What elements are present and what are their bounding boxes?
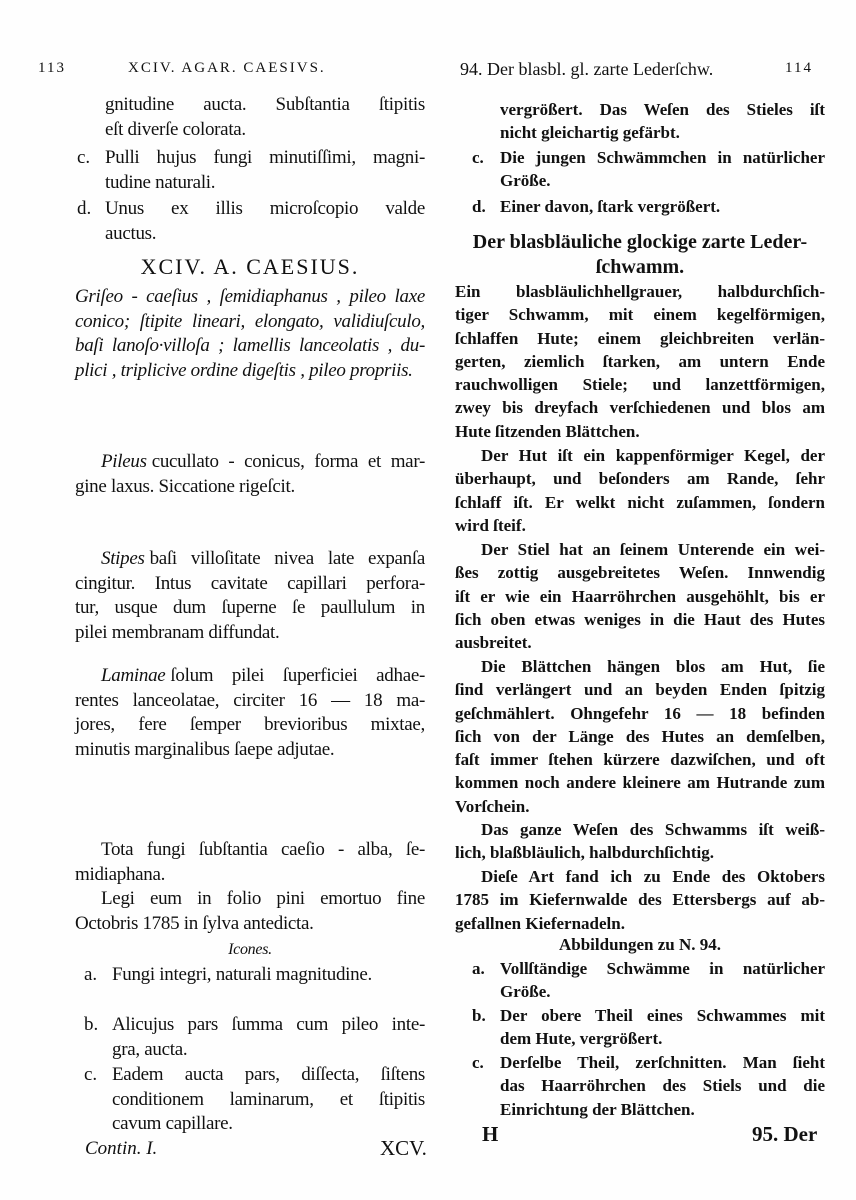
right-stiel-paragraph: [455, 538, 825, 654]
text-line: pilei membranam diffundat.: [75, 621, 280, 643]
right-species-heading-line: ſchwamm.: [595, 256, 685, 278]
text-line: tudine naturali.: [105, 171, 216, 193]
left-icon-item-b: [84, 1013, 425, 1062]
text-line: Legi eum in folio pini emortuo fine: [101, 888, 425, 909]
text-line: minutis marginalibus ſaepe adjutae.: [75, 738, 335, 760]
text-line: ſchlaffen Hute; einem gleichbreiten verlän-: [455, 328, 825, 348]
text-line: zwey bis dreyfach verſchiedenen und blos am: [455, 398, 825, 418]
text-line: ſich oben etwas weniges in die Haut des Hutes: [455, 609, 825, 629]
text-line: Die Blättchen hängen blos am Hut, ſie: [481, 657, 825, 676]
text-line: faſt immer ſtehen kürzere dazwiſchen, und oft: [455, 750, 825, 770]
left-prev-item-d: [77, 197, 425, 246]
text-line: Hute ſitzenden Blättchen.: [455, 421, 640, 441]
left-catchword: XCV.: [380, 1136, 427, 1160]
text-line: [75, 664, 425, 689]
text-line: ausbreitet.: [455, 633, 532, 653]
text-line: Der obere Theil eines Schwammes mit: [500, 1006, 825, 1025]
text-line: Einer davon, ſtark vergrößert.: [500, 197, 721, 216]
text-line: Das ganze Weſen des Schwamms iſt weiß-: [481, 820, 825, 839]
text-line: Eadem aucta pars, diſſecta, ſiſtens: [112, 1064, 425, 1085]
text-line: wird ſteif.: [455, 515, 526, 535]
right-diagnosis: [455, 280, 825, 443]
item-letter: c.: [472, 1053, 484, 1072]
text-line: vergrößert. Das Weſen des Stieles iſt: [500, 100, 825, 119]
text-line: 1785 im Kiefernwalde des Ettersbergs auf ab-: [455, 890, 825, 910]
left-diagnosis: [75, 285, 425, 383]
left-laminae-paragraph: [75, 664, 425, 762]
text-line: Der Stiel hat an ſeinem Unterende ein wei-: [481, 540, 825, 559]
item-letter: d.: [77, 198, 92, 219]
paragraph-term: Laminae: [101, 665, 166, 686]
left-running-head: XCIV. AGAR. CAESIVS.: [128, 60, 326, 76]
text-line: [75, 450, 425, 475]
text-line: Octobris 1785 in ſylva antedicta.: [75, 912, 314, 934]
text-line: überhaupt, und beſonders am Rande, ſehr: [455, 469, 825, 489]
text-line: Alicujus pars ſumma cum pileo inte-: [112, 1014, 425, 1035]
text-line: Vollſtändige Schwämme in natürlicher: [500, 959, 825, 978]
text-line: Größe.: [500, 982, 551, 1002]
text-line: dem Hute, vergrößert.: [500, 1029, 663, 1049]
right-prev-item-c: [472, 146, 825, 193]
line-text: ſolum pilei ſuperficiei adhae-: [170, 665, 425, 686]
text-line: eſt diverſe colorata.: [105, 118, 246, 140]
text-line: Tota fungi ſubſtantia caeſio - alba, ſe-: [101, 839, 425, 860]
right-wesen-paragraph: [455, 818, 825, 865]
left-page-number: 113: [38, 60, 66, 76]
left-continuation: [105, 93, 425, 142]
text-line: Vorſchein.: [455, 796, 530, 816]
item-letter: d.: [472, 197, 486, 216]
text-line: jores, fere ſemper brevioribus mixtae,: [75, 714, 425, 735]
item-letter: c.: [84, 1064, 98, 1085]
text-line: Dieſe Art fand ich zu Ende des Oktobers: [481, 867, 825, 886]
text-line: Derſelbe Theil, zerſchnitten. Man ſieht: [500, 1053, 825, 1072]
text-line: ſich von der Länge des Hutes an demſelben,: [455, 726, 825, 746]
text-line: geſchmählert. Ohngefehr 16 — 18 befinden: [455, 703, 825, 723]
item-letter: b.: [472, 1006, 486, 1025]
text-line: cavum capillare.: [112, 1113, 233, 1134]
right-hut-paragraph: [455, 444, 825, 537]
text-line: rentes lanceolatae, circiter 16 — 18 ma-: [75, 689, 425, 711]
right-icon-item-c: [472, 1051, 825, 1121]
right-page-number: 114: [785, 60, 813, 76]
paragraph-term: Stipes: [101, 548, 145, 569]
paragraph-term: Pileus: [101, 451, 147, 472]
text-line: kommen noch andere kleinere am Hutrande zum: [455, 773, 825, 793]
text-line: Die jungen Schwämmchen in natürlicher: [500, 148, 825, 167]
left-signature: Contin. I.: [85, 1138, 158, 1159]
text-line: auctus.: [105, 222, 157, 244]
text-line: [75, 547, 425, 572]
right-icon-item-b: [472, 1004, 825, 1051]
left-icon-item-a: [84, 963, 425, 988]
text-line: lich, blaßbläulich, halbdurchſichtig.: [455, 843, 715, 863]
text-line: das Haarröhrchen des Stiels und die: [500, 1076, 825, 1096]
item-letter: c.: [77, 147, 91, 168]
text-line: conico; ſtipite lineari, elongato, validiuſculo,: [75, 310, 425, 332]
right-fund-paragraph: [455, 865, 825, 935]
text-line: cingitur. Intus cavitate capillari perfora-: [75, 572, 425, 594]
text-line: gra, aucta.: [112, 1038, 188, 1060]
text-line: gnitudine aucta. Subſtantia ſtipitis: [105, 94, 425, 115]
text-line: Ein blasbläulichhellgrauer, halbdurchſich-: [455, 282, 825, 301]
text-line: ſind verlängert und an beyden Enden ſpitzig: [455, 680, 825, 700]
text-line: gine laxus. Siccatione rigeſcit.: [75, 475, 295, 497]
text-line: Fungi integri, naturali magnitudine.: [112, 964, 372, 985]
text-line: Griſeo - caeſius , ſemidiaphanus , pileo laxe: [75, 286, 425, 307]
right-catchword: 95. Der: [752, 1122, 818, 1146]
text-line: conditionem laminarum, et ſtipitis: [112, 1088, 425, 1110]
text-line: Unus ex illis microſcopio valde: [105, 198, 425, 219]
left-species-heading: XCIV. A. CAESIUS.: [140, 254, 360, 279]
text-line: ßes zottig ausgebreitetes Weſen. Innwendig: [455, 563, 825, 583]
line-text: cucullato - conicus, forma et mar-: [151, 451, 425, 472]
text-line: baſi lanoſo·villoſa ; lamellis lanceolatis , du-: [75, 335, 425, 356]
text-line: nicht gleichartig gefärbt.: [500, 123, 680, 143]
text-line: plici , triplicive ordine digeſtis , pileo propriis.: [75, 359, 413, 381]
item-letter: b.: [84, 1014, 99, 1035]
right-icones-title: Abbildungen zu N. 94.: [558, 935, 722, 954]
text-line: gefallnen Kiefernadeln.: [455, 913, 625, 933]
item-letter: a.: [84, 964, 98, 985]
right-species-heading-line: Der blasbläuliche glockige zarte Leder-: [472, 231, 808, 253]
text-line: iſt er wie ein Haarröhrchen ausgehöhlt, bis er: [455, 586, 825, 606]
left-icones-title: Icones.: [228, 941, 272, 958]
left-icon-item-c: [84, 1063, 425, 1137]
text-line: gerten, ziemlich ſtarken, am untern Ende: [455, 351, 825, 371]
right-icon-item-a: [472, 957, 825, 1004]
right-running-head: 94. Der blasbl. gl. zarte Lederſchw.: [460, 59, 714, 79]
text-line: Der Hut iſt ein kappenförmiger Kegel, der: [481, 446, 825, 465]
left-pileus-paragraph: [75, 450, 425, 499]
text-line: Pulli hujus fungi minutiſſimi, magni-: [105, 147, 425, 168]
right-signature: H: [482, 1122, 499, 1146]
text-line: rauchwolligen Stiele; und lanzettförmigen,: [455, 375, 825, 395]
left-substance-paragraph: [75, 838, 425, 887]
text-line: midiaphana.: [75, 863, 166, 885]
text-line: tur, usque dum ſuperne ſe paullulum in: [75, 597, 425, 618]
left-stipes-paragraph: [75, 547, 425, 645]
text-line: tiger Schwamm, mit einem kegelförmigen,: [455, 305, 825, 325]
right-continuation: [500, 98, 825, 145]
item-letter: a.: [472, 959, 485, 978]
right-blaettchen-paragraph: [455, 655, 825, 818]
line-text: baſi villoſitate nivea late expanſa: [149, 548, 425, 569]
text-line: Größe.: [500, 171, 551, 191]
text-line: ſchlaff iſt. Er welkt nicht zuſammen, ſondern: [455, 492, 825, 512]
right-prev-item-d: [472, 195, 825, 218]
left-prev-item-c: [77, 146, 425, 195]
item-letter: c.: [472, 148, 484, 167]
left-collection-paragraph: [75, 887, 425, 936]
text-line: Einrichtung der Blättchen.: [500, 1099, 695, 1119]
